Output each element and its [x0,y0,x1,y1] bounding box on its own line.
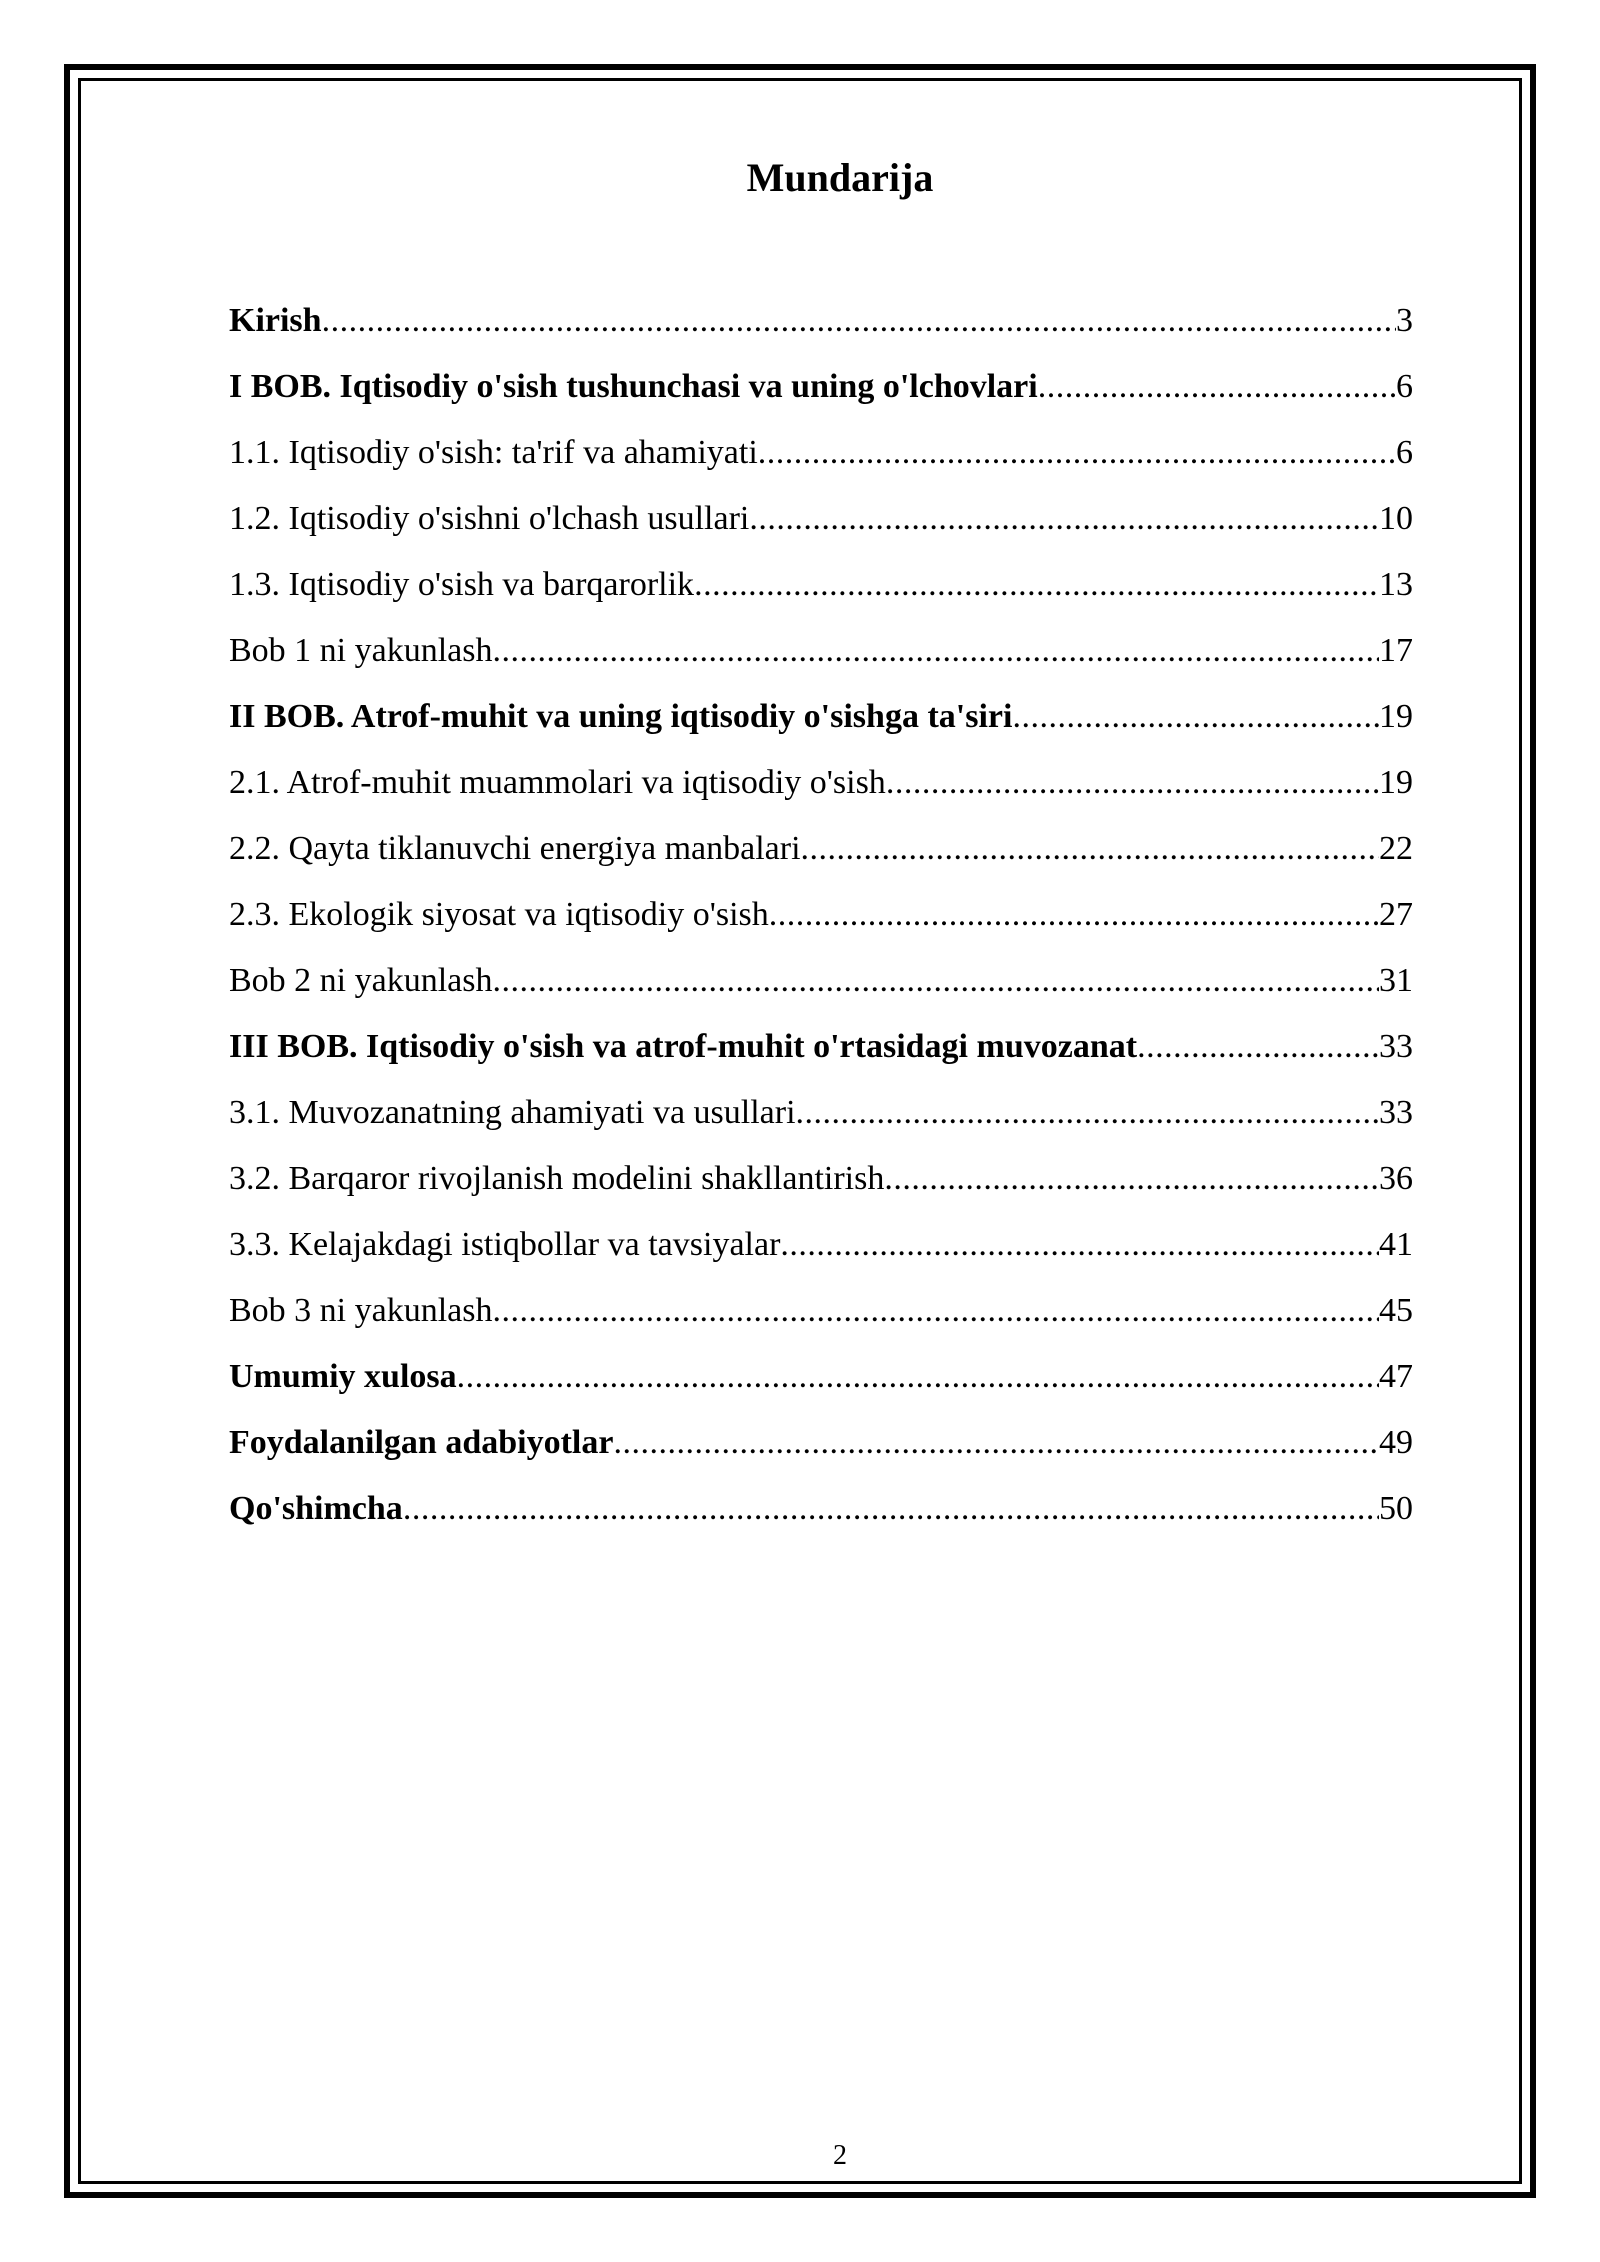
toc-entry-label: 3.1. Muvozanatning ahamiyati va usullari [229,1094,796,1131]
toc-entry-label: 1.2. Iqtisodiy o'sishni o'lchash usullari [229,500,750,537]
toc-leader-dots [613,1410,1379,1476]
toc-leader-dots [796,1080,1379,1146]
toc-entry-page: 47 [1379,1358,1413,1395]
page-number: 2 [833,2140,847,2171]
toc-entry-page: 17 [1379,632,1413,669]
toc-entry-label: Qo'shimcha [229,1490,403,1527]
toc-leader-dots [749,486,1379,552]
toc-entry [229,1410,1413,1476]
toc-entry-page: 41 [1379,1226,1413,1263]
toc-entry-label: Bob 2 ni yakunlash [229,962,493,999]
toc-leader-dots [769,882,1379,948]
toc-entry-label: 2.3. Ekologik siyosat va iqtisodiy o'sish [229,896,769,933]
toc-entry [229,948,1413,1014]
toc-leader-dots [403,1476,1379,1542]
toc-entry-label: 3.3. Kelajakdagi istiqbollar va tavsiyalar [229,1226,781,1263]
toc-entry-page: 6 [1396,368,1413,405]
toc-entry-label: II BOB. Atrof-muhit va uning iqtisodiy o'sishga ta'siri [229,698,1013,735]
toc-entry [229,618,1413,684]
toc-leader-dots [884,1146,1379,1212]
toc-entry [229,486,1413,552]
toc-leader-dots [1038,354,1396,420]
toc-leader-dots [457,1344,1379,1410]
toc-entry-page: 50 [1379,1490,1413,1527]
toc-leader-dots [322,288,1396,354]
toc-entry-page: 19 [1379,698,1413,735]
toc-leader-dots [1012,684,1379,750]
toc-entry-label: Kirish [229,302,322,339]
toc-leader-dots [492,1278,1379,1344]
toc-entry [229,1080,1413,1146]
toc-entry-label: 1.1. Iqtisodiy o'sish: ta'rif va ahamiyati [229,434,758,471]
toc-leader-dots [780,1212,1379,1278]
toc-entry-label: Umumiy xulosa [229,1358,457,1395]
toc-leader-dots [694,552,1379,618]
toc-entry [229,1344,1413,1410]
toc-leader-dots [758,420,1396,486]
toc-entry [229,816,1413,882]
toc-entry [229,750,1413,816]
toc-entry-page: 3 [1396,302,1413,339]
toc-entry-page: 27 [1379,896,1413,933]
toc-entry [229,420,1413,486]
toc-entry [229,684,1413,750]
toc-entry-page: 6 [1396,434,1413,471]
toc-entry [229,1014,1413,1080]
toc-entry-page: 22 [1379,830,1413,867]
table-of-contents [229,288,1413,1542]
toc-entry-label: Bob 3 ni yakunlash [229,1292,493,1329]
toc-entry-label: 2.1. Atrof-muhit muammolari va iqtisodiy o'sish [229,764,886,801]
toc-entry-label: 2.2. Qayta tiklanuvchi energiya manbalari [229,830,801,867]
toc-entry-page: 19 [1379,764,1413,801]
page-title: Mundarija [746,155,934,200]
toc-entry-page: 45 [1379,1292,1413,1329]
toc-leader-dots [1137,1014,1379,1080]
toc-entry [229,354,1413,420]
toc-entry-label: Foydalanilgan adabiyotlar [229,1424,614,1461]
toc-leader-dots [801,816,1379,882]
toc-entry [229,288,1413,354]
toc-entry [229,552,1413,618]
toc-entry-page: 33 [1379,1094,1413,1131]
toc-entry-label: Bob 1 ni yakunlash [229,632,493,669]
toc-entry [229,882,1413,948]
toc-entry-label: I BOB. Iqtisodiy o'sish tushunchasi va uning o'lchovlari [229,368,1038,405]
toc-entry-page: 10 [1379,500,1413,537]
toc-entry-page: 36 [1379,1160,1413,1197]
toc-entry-page: 33 [1379,1028,1413,1065]
toc-entry [229,1278,1413,1344]
toc-entry [229,1476,1413,1542]
toc-entry [229,1146,1413,1212]
toc-entry [229,1212,1413,1278]
toc-entry-label: III BOB. Iqtisodiy o'sish va atrof-muhit o'rtasidagi muvozanat [229,1028,1138,1065]
toc-leader-dots [886,750,1379,816]
toc-entry-label: 1.3. Iqtisodiy o'sish va barqarorlik [229,566,695,603]
toc-leader-dots [492,948,1379,1014]
toc-entry-label: 3.2. Barqaror rivojlanish modelini shakllantirish [229,1160,885,1197]
toc-entry-page: 13 [1379,566,1413,603]
toc-leader-dots [492,618,1379,684]
toc-entry-page: 31 [1379,962,1413,999]
toc-entry-page: 49 [1379,1424,1413,1461]
